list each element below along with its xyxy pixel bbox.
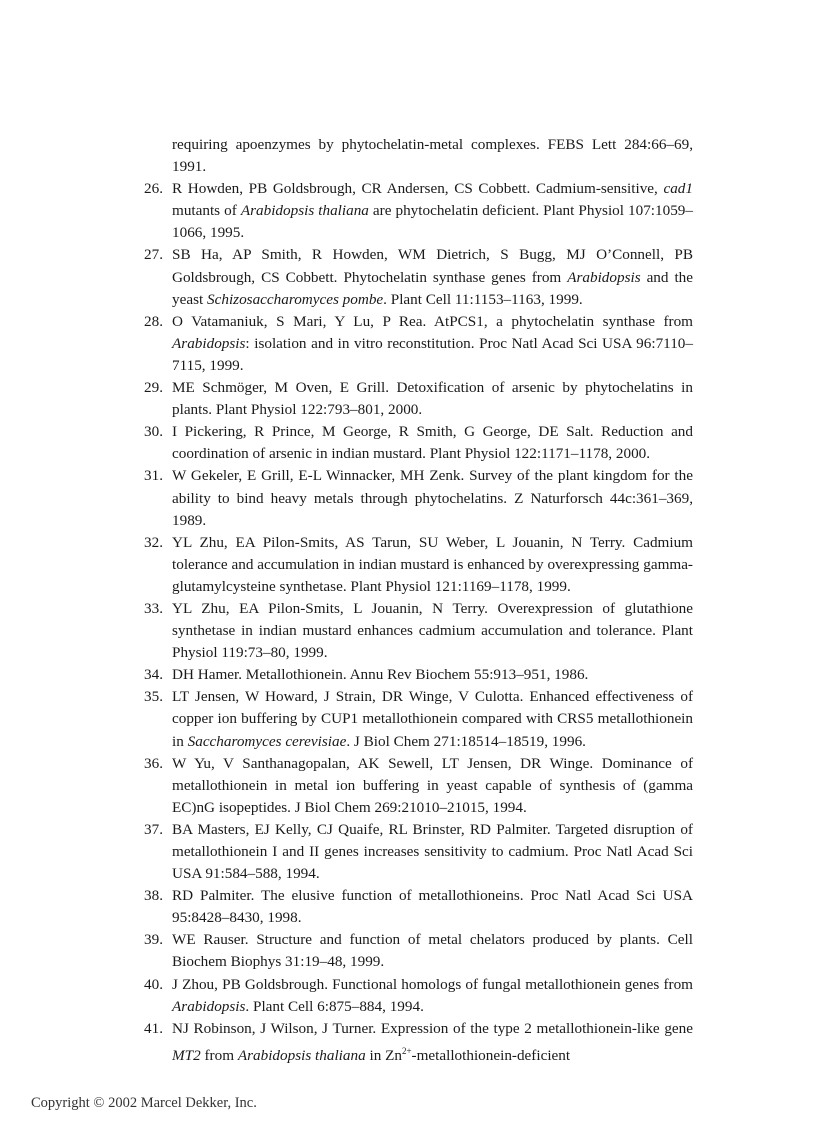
reference-segment: from xyxy=(200,1046,238,1064)
reference-entry xyxy=(128,465,693,531)
reference-number: 36. xyxy=(144,754,163,772)
reference-segment: ME Schmöger, M Oven, E Grill. Detoxification of arsenic by phytochelatins in plants. Plant Physiol 122:793–801, 2000. xyxy=(172,379,693,419)
copyright-footer: Copyright © 2002 Marcel Dekker, Inc. xyxy=(31,1095,257,1111)
reference-italic-segment: MT2 xyxy=(172,1046,201,1064)
reference-italic-segment: Arabidopsis thaliana xyxy=(237,1046,366,1064)
reference-italic-segment: Arabidopsis thaliana xyxy=(240,202,369,220)
reference-segment: 2+ xyxy=(401,1045,412,1056)
reference-text xyxy=(172,819,693,885)
reference-entry xyxy=(128,421,693,465)
reference-segment: NJ Robinson, J Wilson, J Turner. Expression of the type 2 metallothionein-like gene xyxy=(172,1019,693,1037)
reference-entry xyxy=(128,686,693,752)
reference-text xyxy=(172,178,693,244)
reference-number: 30. xyxy=(144,423,163,441)
reference-number: 33. xyxy=(144,599,163,617)
reference-entry xyxy=(128,819,693,885)
reference-entry xyxy=(128,1018,693,1067)
reference-number: 39. xyxy=(144,931,163,949)
reference-entry xyxy=(128,753,693,819)
reference-segment: O Vatamaniuk, S Mari, Y Lu, P Rea. AtPCS1, a phytochelatin synthase from xyxy=(172,312,693,330)
reference-segment: W Gekeler, E Grill, E-L Winnacker, MH Zenk. Survey of the plant kingdom for the ability to bind heavy metals through phytochelatins. Z Naturforsch 44c:361–369, 1989. xyxy=(172,467,693,529)
reference-text xyxy=(172,465,693,531)
reference-segment: and the yeast xyxy=(172,268,694,308)
reference-number: 38. xyxy=(144,887,163,905)
reference-number: 28. xyxy=(144,312,163,330)
reference-segment: I Pickering, R Prince, M George, R Smith, G George, DE Salt. Reduction and coordination of arsenic in indian mustard. Plant Physiol 122:1171–1178, 2000. xyxy=(172,423,693,463)
reference-text xyxy=(172,929,693,973)
reference-segment: YL Zhu, EA Pilon-Smits, AS Tarun, SU Weber, L Jouanin, N Terry. Cadmium tolerance and accumulation in indian mustard is enhanced by overexpressing gamma-glutamylcysteine synthetase. Plant Physiol 121:1169–1178, 1999. xyxy=(172,533,693,595)
reference-text xyxy=(172,1018,693,1067)
reference-text xyxy=(172,974,693,1018)
reference-italic-segment: Arabidopsis xyxy=(567,268,641,286)
reference-segment: RD Palmiter. The elusive function of metallothioneins. Proc Natl Acad Sci USA 95:8428–8430, 1998. xyxy=(172,887,693,927)
reference-segment: DH Hamer. Metallothionein. Annu Rev Biochem 55:913–951, 1986. xyxy=(172,666,589,684)
reference-segment: WE Rauser. Structure and function of metal chelators produced by plants. Cell Biochem Biophys 31:19–48, 1999. xyxy=(172,931,693,971)
reference-segment: . Plant Cell 11:1153–1163, 1999. xyxy=(383,290,583,308)
reference-text xyxy=(172,885,693,929)
reference-segment: BA Masters, EJ Kelly, CJ Quaife, RL Brinster, RD Palmiter. Targeted disruption of metallothionein I and II genes increases sensitivity to cadmium. Proc Natl Acad Sci USA 91:584–588, 1994. xyxy=(172,820,693,883)
reference-number: 29. xyxy=(144,379,163,397)
reference-segment: R Howden, PB Goldsbrough, CR Andersen, CS Cobbett. Cadmium-sensitive, xyxy=(172,180,664,198)
reference-italic-segment: Arabidopsis xyxy=(172,997,246,1015)
reference-text xyxy=(172,421,693,465)
reference-number: 34. xyxy=(144,666,163,684)
reference-text xyxy=(172,664,693,686)
reference-number: 37. xyxy=(144,820,163,838)
reference-segment: . Plant Cell 6:875–884, 1994. xyxy=(245,997,424,1015)
reference-segment: in Zn xyxy=(365,1046,402,1064)
reference-italic-segment: Schizosaccharomyces pombe xyxy=(207,290,384,308)
reference-segment: . J Biol Chem 271:18514–18519, 1996. xyxy=(346,732,586,750)
reference-number: 40. xyxy=(144,975,163,993)
reference-list xyxy=(128,134,693,1067)
reference-text xyxy=(172,311,693,377)
reference-number: 31. xyxy=(144,467,163,485)
reference-text xyxy=(172,532,693,598)
reference-entry xyxy=(128,311,693,377)
reference-italic-segment: Saccharomyces cerevisiae xyxy=(187,732,347,750)
reference-number: 32. xyxy=(144,533,163,551)
reference-segment: : isolation and in vitro reconstitution. Proc Natl Acad Sci USA 96:7110–7115, 1999. xyxy=(172,334,693,374)
reference-segment: W Yu, V Santhanagopalan, AK Sewell, LT Jensen, DR Winge. Dominance of metallothionein in metal ion buffering in yeast capable of synthesis of (gamma EC)nG isopeptides. J Biol Chem 269:21010–21015, 1994. xyxy=(172,754,693,816)
reference-italic-segment: cad1 xyxy=(663,180,693,198)
reference-segment: mutants of xyxy=(172,202,241,220)
reference-segment: J Zhou, PB Goldsbrough. Functional homologs of fungal metallothionein genes from xyxy=(172,975,693,993)
reference-segment: -metallothionein-deficient xyxy=(411,1046,571,1064)
reference-italic-segment: Arabidopsis xyxy=(172,334,246,352)
reference-entry xyxy=(128,664,693,686)
reference-entry xyxy=(128,974,693,1018)
reference-number: 35. xyxy=(144,688,163,706)
reference-entry xyxy=(128,598,693,664)
reference-segment: are phytochelatin deficient. Plant Physiol 107:1059–1066, 1995. xyxy=(172,202,693,242)
reference-number: 26. xyxy=(144,180,163,198)
reference-entry xyxy=(128,377,693,421)
reference-text xyxy=(172,686,693,752)
reference-continuation-text: requiring apoenzymes by phytochelatin-metal complexes. FEBS Lett 284:66–69, 1991. xyxy=(172,136,693,176)
reference-entry xyxy=(128,532,693,598)
reference-number: 27. xyxy=(144,246,163,264)
reference-entry xyxy=(128,244,693,310)
reference-number: 41. xyxy=(144,1019,163,1037)
reference-text xyxy=(172,377,693,421)
reference-segment: YL Zhu, EA Pilon-Smits, L Jouanin, N Terry. Overexpression of glutathione synthetase in indian mustard enhances cadmium accumulation and tolerance. Plant Physiol 119:73–80, 1999. xyxy=(172,599,693,662)
reference-text xyxy=(172,244,693,310)
reference-segment: SB Ha, AP Smith, R Howden, WM Dietrich, S Bugg, MJ O’Connell, PB Goldsbrough, CS Cobbett. Phytochelatin synthase genes from xyxy=(172,246,693,286)
reference-text xyxy=(172,753,693,819)
reference-entry xyxy=(128,178,693,244)
reference-continuation xyxy=(128,134,693,178)
reference-entry xyxy=(128,929,693,973)
reference-entry xyxy=(128,885,693,929)
reference-segment: LT Jensen, W Howard, J Strain, DR Winge, V Culotta. Enhanced effectiveness of copper ion buffering by CUP1 metallothionein compared with CRS5 metallothionein in xyxy=(172,688,693,750)
reference-text xyxy=(172,598,693,664)
